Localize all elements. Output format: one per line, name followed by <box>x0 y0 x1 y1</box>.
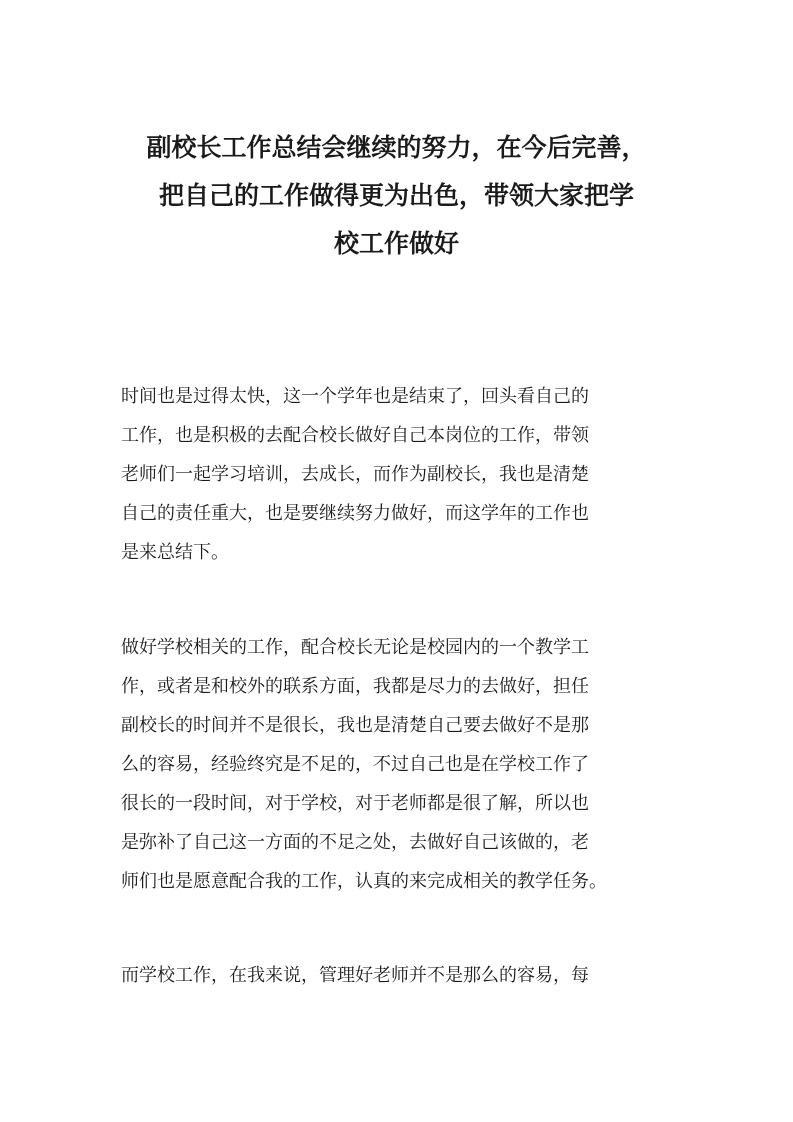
paragraph-line: 自己的责任重大，也是要继续努力做好，而这学年的工作也 <box>121 503 589 524</box>
paragraph-line: 么的容易，经验终究是不足的，不过自己也是在学校工作了 <box>121 754 589 775</box>
paragraph-line: 老师们一起学习培训，去成长，而作为副校长，我也是清楚 <box>121 464 589 485</box>
paragraph-line: 副校长的时间并不是很长，我也是清楚自己要去做好不是那 <box>121 715 589 736</box>
document-title <box>100 124 693 268</box>
paragraph-2 <box>121 628 681 901</box>
title-line: 副校长工作总结会继续的努力，在今后完善， <box>146 133 647 162</box>
paragraph-line: 而学校工作，在我来说，管理好老师并不是那么的容易，每 <box>121 965 589 986</box>
title-line: 把自己的工作做得更为出色，带领大家把学 <box>158 181 634 210</box>
paragraph-3 <box>121 956 681 995</box>
paragraph-line: 作，或者是和校外的联系方面，我都是尽力的去做好，担任 <box>121 676 589 697</box>
paragraph-line: 是弥补了自己这一方面的不足之处，去做好自己该做的，老 <box>121 832 589 853</box>
title-line: 校工作做好 <box>333 229 459 258</box>
paragraph-line: 是来总结下。 <box>121 542 229 563</box>
paragraph-line: 时间也是过得太快，这一个学年也是结束了，回头看自己的 <box>121 386 589 407</box>
paragraph-1 <box>121 377 681 572</box>
paragraph-line: 很长的一段时间，对于学校，对于老师都是很了解，所以也 <box>121 793 589 814</box>
paragraph-line: 做好学校相关的工作，配合校长无论是校园内的一个教学工 <box>121 637 589 658</box>
paragraph-line: 工作，也是积极的去配合校长做好自己本岗位的工作，带领 <box>121 425 589 446</box>
paragraph-line: 师们也是愿意配合我的工作，认真的来完成相关的教学任务。 <box>121 871 607 892</box>
